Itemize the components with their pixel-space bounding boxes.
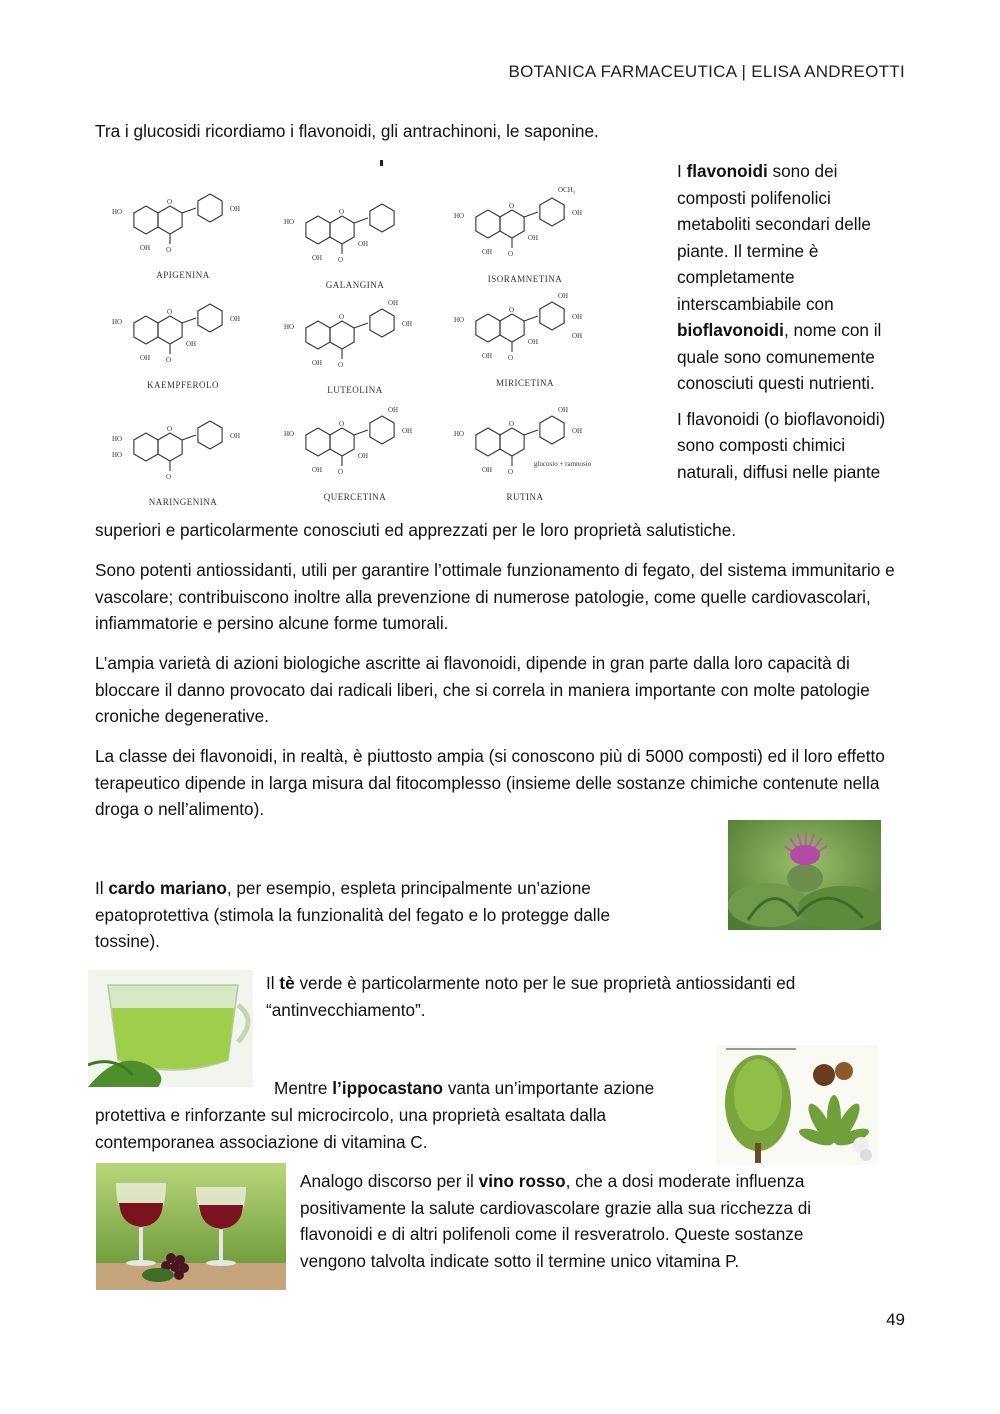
ring-c <box>158 206 182 234</box>
substituent-label: OH <box>358 452 369 460</box>
molecule-quercetina <box>280 400 450 510</box>
ring-c <box>158 316 182 344</box>
paragraph-antiossidanti: Sono potenti antiossidanti, utili per garantire l’ottimale funzionamento di fegato, del sistema immunitario e vascolare; contribuiscono inoltre alla prevenzione di numerose patologie, come quelle cardiovascolari, infiammatorie e persino alcune forme tumorali. <box>95 560 895 633</box>
bond <box>524 430 538 435</box>
substituent-label: HO <box>454 212 465 220</box>
paragraph-vino-rosso <box>300 1168 860 1274</box>
atom-label: O <box>338 256 344 264</box>
structure-drawing <box>450 400 600 488</box>
running-header: BOTANICA FARMACEUTICA | ELISA ANDREOTTI <box>508 62 905 81</box>
substituent-label: OH <box>572 209 583 217</box>
structure-drawing <box>108 288 258 376</box>
structure-drawing <box>280 188 430 276</box>
atom-label: O <box>167 308 173 316</box>
text-fragment: verde è particolarmente noto per le sue proprietà antiossidanti ed “antinvecchiamento”. <box>266 973 796 1020</box>
ring-b <box>370 204 394 232</box>
structure-drawing <box>450 182 600 270</box>
atom-label: O <box>508 468 514 476</box>
bond <box>182 318 196 323</box>
ring-c <box>500 428 524 456</box>
atom-label: O <box>166 246 172 254</box>
substituent-label: HO <box>112 318 123 326</box>
page-number: 49 <box>886 1310 905 1329</box>
substituent-label: OH <box>558 292 569 300</box>
ring-a <box>306 321 330 349</box>
intro-paragraph: Tra i glucosidi ricordiamo i flavonoidi, gli antrachinoni, le saponine. <box>95 121 599 141</box>
ring-a <box>306 216 330 244</box>
atom-label: O <box>509 306 515 314</box>
molecule-miricetina <box>450 286 620 396</box>
substituent-label: HO <box>112 451 123 459</box>
paragraph-continuation: superiori e particolarmente conosciuti ed apprezzati per le loro proprietà salutistiche. <box>95 520 737 540</box>
flavonoidi-definition <box>677 158 902 397</box>
substituent-label: HO <box>454 316 465 324</box>
substituent-label: OH <box>558 406 569 414</box>
substituent-label: HO <box>112 208 123 216</box>
atom-label: O <box>508 250 514 258</box>
red-wine-photo <box>96 1163 286 1290</box>
text-fragment: , nome con il quale sono comunemente conosciuti questi nutrienti. <box>677 320 882 393</box>
paragraph-ippocastano-line1 <box>274 1075 704 1102</box>
substituent-label: OH <box>230 432 241 440</box>
atom-label: O <box>167 198 173 206</box>
molecule-name: GALANGINA <box>325 280 385 290</box>
ring-b <box>370 309 394 337</box>
ring-a <box>476 428 500 456</box>
substituent-label: OH <box>482 466 493 474</box>
substituent-label: OH <box>230 205 241 213</box>
term-vino-rosso: vino rosso <box>478 1171 566 1191</box>
substituent-label: OH <box>358 240 369 248</box>
stray-mark <box>380 160 383 166</box>
ring-c <box>158 433 182 461</box>
ring-b <box>540 198 564 226</box>
molecule-rutina <box>450 400 620 510</box>
substituent-label: OH <box>186 340 197 348</box>
text-fragment: I <box>677 161 687 181</box>
ring-b <box>198 304 222 332</box>
ring-a <box>476 210 500 238</box>
text-fragment: Mentre <box>274 1078 333 1098</box>
atom-label: O <box>339 208 345 216</box>
molecule-name: NARINGENINA <box>148 497 218 507</box>
flavonoid-structures-figure <box>108 160 648 505</box>
green-tea-photo <box>88 970 253 1087</box>
molecule-name: APIGENINA <box>156 270 210 280</box>
molecule-name: MIRICETINA <box>496 378 554 388</box>
substituent-label: HO <box>454 430 465 438</box>
ring-b <box>370 416 394 444</box>
sugar-substituent-label: glucosio + ramnosio <box>534 460 592 468</box>
molecule-name: QUERCETINA <box>323 492 387 502</box>
term-te: tè <box>279 973 295 993</box>
text-fragment: Analogo discorso per il <box>300 1171 479 1191</box>
term-bioflavonoidi: bioflavonoidi <box>677 320 784 340</box>
substituent-label: OH <box>140 244 151 252</box>
text-fragment: Il <box>266 973 280 993</box>
bond <box>524 212 538 217</box>
substituent-label: OH <box>482 248 493 256</box>
atom-label: O <box>339 420 345 428</box>
term-flavonoidi: flavonoidi <box>686 161 768 181</box>
bond <box>354 430 368 435</box>
paragraph-ippocastano-cont: protettiva e rinforzante sul microcircolo, una proprietà esaltata dalla contemporanea associazione di vitamina C. <box>95 1105 607 1152</box>
ring-b <box>198 194 222 222</box>
bond <box>354 323 368 328</box>
bond <box>354 218 368 223</box>
ring-a <box>476 314 500 342</box>
substituent-label: OH <box>312 466 323 474</box>
ring-c <box>330 428 354 456</box>
ring-c <box>500 210 524 238</box>
structure-drawing <box>450 286 600 374</box>
substituent-label: OH <box>312 359 323 367</box>
atom-label: O <box>338 361 344 369</box>
substituent-label: OH <box>572 313 583 321</box>
ring-a <box>134 206 158 234</box>
structure-drawing <box>280 293 430 381</box>
side-column <box>677 158 902 485</box>
molecule-name: RUTINA <box>506 492 544 502</box>
substituent-label: HO <box>284 430 295 438</box>
molecule-galangina <box>280 188 450 298</box>
paragraph-te-verde <box>266 970 876 1023</box>
structure-drawing <box>108 405 258 493</box>
text-fragment: , che a dosi moderate influenza positivamente la salute cardiovascolare grazie alla sua ricchezza di flavonoidi e di altri polifenoli come il resveratrolo. Queste sostanze vengono talvolta indicate sotto il termine unico vitamina P. <box>300 1171 812 1271</box>
substituent-label: OH <box>388 299 399 307</box>
structure-drawing <box>280 400 430 488</box>
atom-label: O <box>509 420 515 428</box>
structure-drawing <box>108 178 258 266</box>
ring-c <box>500 314 524 342</box>
substituent-label: OH <box>402 427 413 435</box>
substituent-label: OCH₃ <box>558 186 576 194</box>
substituent-label: OH <box>528 338 539 346</box>
ring-a <box>134 433 158 461</box>
substituent-label: OH <box>230 315 241 323</box>
atom-label: O <box>339 313 345 321</box>
substituent-label: OH <box>572 332 583 340</box>
flavonoidi-description-start: I flavonoidi (o bioflavonoidi) sono composti chimici naturali, diffusi nelle piante <box>677 408 886 482</box>
ring-c <box>330 321 354 349</box>
substituent-label: HO <box>112 435 123 443</box>
text-fragment: Il <box>95 878 109 898</box>
substituent-label: OH <box>140 354 151 362</box>
molecule-isoramnetina <box>450 182 620 292</box>
substituent-label: OH <box>528 234 539 242</box>
atom-label: O <box>166 356 172 364</box>
bond <box>524 316 538 321</box>
ring-b <box>198 421 222 449</box>
substituent-label: OH <box>482 352 493 360</box>
molecule-name: ISORAMNETINA <box>487 274 563 284</box>
ring-b <box>540 416 564 444</box>
text-fragment: , per esempio, espleta principalmente un’azione epatoprotettiva (stimola la funzionalità del fegato e lo protegge dalle tossine). <box>95 878 611 951</box>
atom-label: O <box>509 202 515 210</box>
substituent-label: HO <box>284 218 295 226</box>
substituent-label: HO <box>284 323 295 331</box>
ring-a <box>134 316 158 344</box>
substituent-label: OH <box>572 427 583 435</box>
ring-b <box>540 302 564 330</box>
atom-label: O <box>508 354 514 362</box>
molecule-luteolina <box>280 293 450 403</box>
substituent-label: OH <box>388 406 399 414</box>
text-fragment: sono dei composti polifenolici metaboliti secondari delle piante. Il termine è completamente interscambiabile con <box>677 161 871 314</box>
molecule-name: LUTEOLINA <box>327 385 383 395</box>
milk-thistle-photo <box>728 820 881 930</box>
atom-label: O <box>338 468 344 476</box>
atom-label: O <box>167 425 173 433</box>
bond <box>182 208 196 213</box>
ring-c <box>330 216 354 244</box>
molecule-name: KAEMPFEROLO <box>146 380 219 390</box>
term-ippocastano: l’ippocastano <box>332 1078 444 1098</box>
horse-chestnut-illustration <box>716 1045 878 1165</box>
text-fragment: vanta un’importante azione <box>443 1078 655 1098</box>
term-cardo-mariano: cardo mariano <box>108 878 227 898</box>
molecule-apigenina <box>108 178 278 288</box>
molecule-kaempferolo <box>108 288 278 398</box>
substituent-label: OH <box>402 320 413 328</box>
ring-a <box>306 428 330 456</box>
substituent-label: OH <box>312 254 323 262</box>
molecule-naringenina <box>108 405 278 515</box>
paragraph-classe-flavonoidi: La classe dei flavonoidi, in realtà, è piuttosto ampia (si conoscono più di 5000 composti) ed il loro effetto terapeutico dipende in larga misura dal fitocomplesso (insieme delle sostanze chimiche contenute nella droga o nell’alimento). <box>95 746 885 819</box>
paragraph-cardo-mariano <box>95 875 670 955</box>
atom-label: O <box>166 473 172 481</box>
bond <box>182 435 196 440</box>
paragraph-azioni-biologiche: L’ampia varietà di azioni biologiche ascritte ai flavonoidi, dipende in gran parte dalla loro capacità di bloccare il danno provocato dai radicali liberi, che si correla in maniera importante con molte patologie croniche degenerative. <box>95 653 870 726</box>
